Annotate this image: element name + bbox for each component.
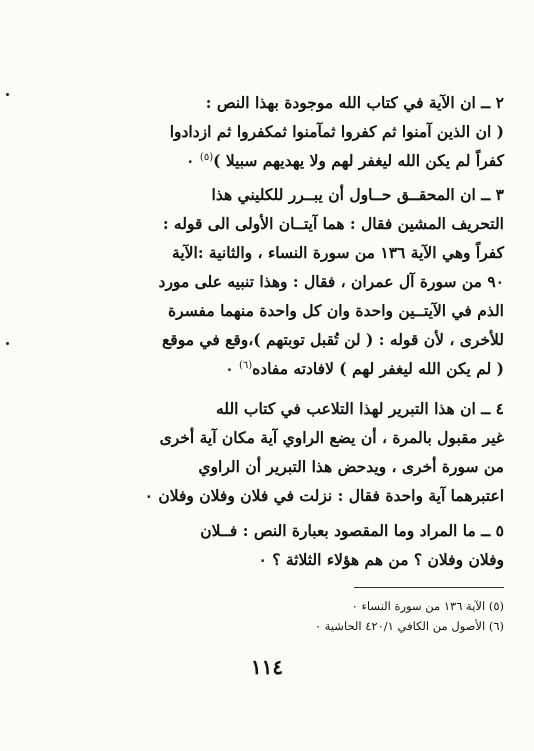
text-line: ٣ ــ ان المحقــق حــاول أن يبــرر للكليني هذا	[211, 185, 504, 204]
text-fragment: كفراً لم يكن الله ليغفر لهم ولا يهديهم سبيلا )	[213, 151, 504, 170]
footnote: (٦) الأصول من الكافي ٤٢٠/١ الحاشية ٠	[314, 619, 504, 633]
footnote-divider	[354, 587, 504, 588]
text-line	[4, 146, 504, 175]
end-mark: ٠	[225, 359, 239, 378]
paragraph-3	[4, 180, 504, 383]
footnote-ref: (٥)	[199, 151, 214, 163]
text-line: ٩٠ من سورة آل عمران ، فقال : وهذا تنبيه على مورد	[158, 272, 504, 291]
text-line: من سورة أخرى ، ويدحض هذا التبرير أن الراوي	[198, 457, 504, 476]
paragraph-5	[4, 516, 504, 574]
text-line: اعتبرهما آية واحدة فقال : نزلت في فلان وفلان وفلان ٠	[144, 486, 504, 505]
end-mark: ٠	[186, 151, 200, 170]
text-line: وفلان وفلان ؟ من هم هؤلاء الثلاثة ؟ ٠	[258, 550, 504, 569]
text-line: غير مقبول بالمرة ، أن يضع الراوي آية مكان آية أخرى	[159, 428, 504, 447]
footnote: (٥) الآية ١٣٦ من سورة النساء ٠	[351, 599, 504, 613]
paragraph-2	[4, 88, 504, 175]
text-line: التحريف المشين فقال : هما آيتــان الأولى الى قوله :	[162, 214, 504, 233]
footnote-ref: (٦)	[238, 359, 253, 371]
paragraph-4	[4, 394, 504, 510]
text-fragment: ( لم يكن الله ليغفر لهم ) لافادته مفاده	[252, 359, 504, 378]
text-line: ٥ ــ ما المراد وما المقصود بعبارة النص : فــلان	[200, 521, 504, 540]
text-line: الذم في الآيتــين واحدة وان كل واحدة منهما مفسرة	[168, 301, 504, 320]
text-line: للأخرى ، لأن قوله : ( لن تُقبل توبتهم )،وقع في موقع	[162, 330, 504, 349]
text-line: ٤ ــ ان هذا التبرير لهذا التلاعب في كتاب الله	[216, 399, 504, 418]
text-line	[4, 354, 504, 383]
text-line: ٢ ــ ان الآية في كتاب الله موجودة بهذا النص :	[205, 93, 504, 112]
text-line: كفراً وهي الآية ١٣٦ من سورة النساء ، والثانية :الآية	[172, 243, 504, 262]
page-number: ١١٤	[250, 655, 284, 679]
text-line: ( ان الذين آمنوا ثم كفروا ثمآمنوا ثمكفروا ثم ازدادوا	[169, 122, 504, 141]
